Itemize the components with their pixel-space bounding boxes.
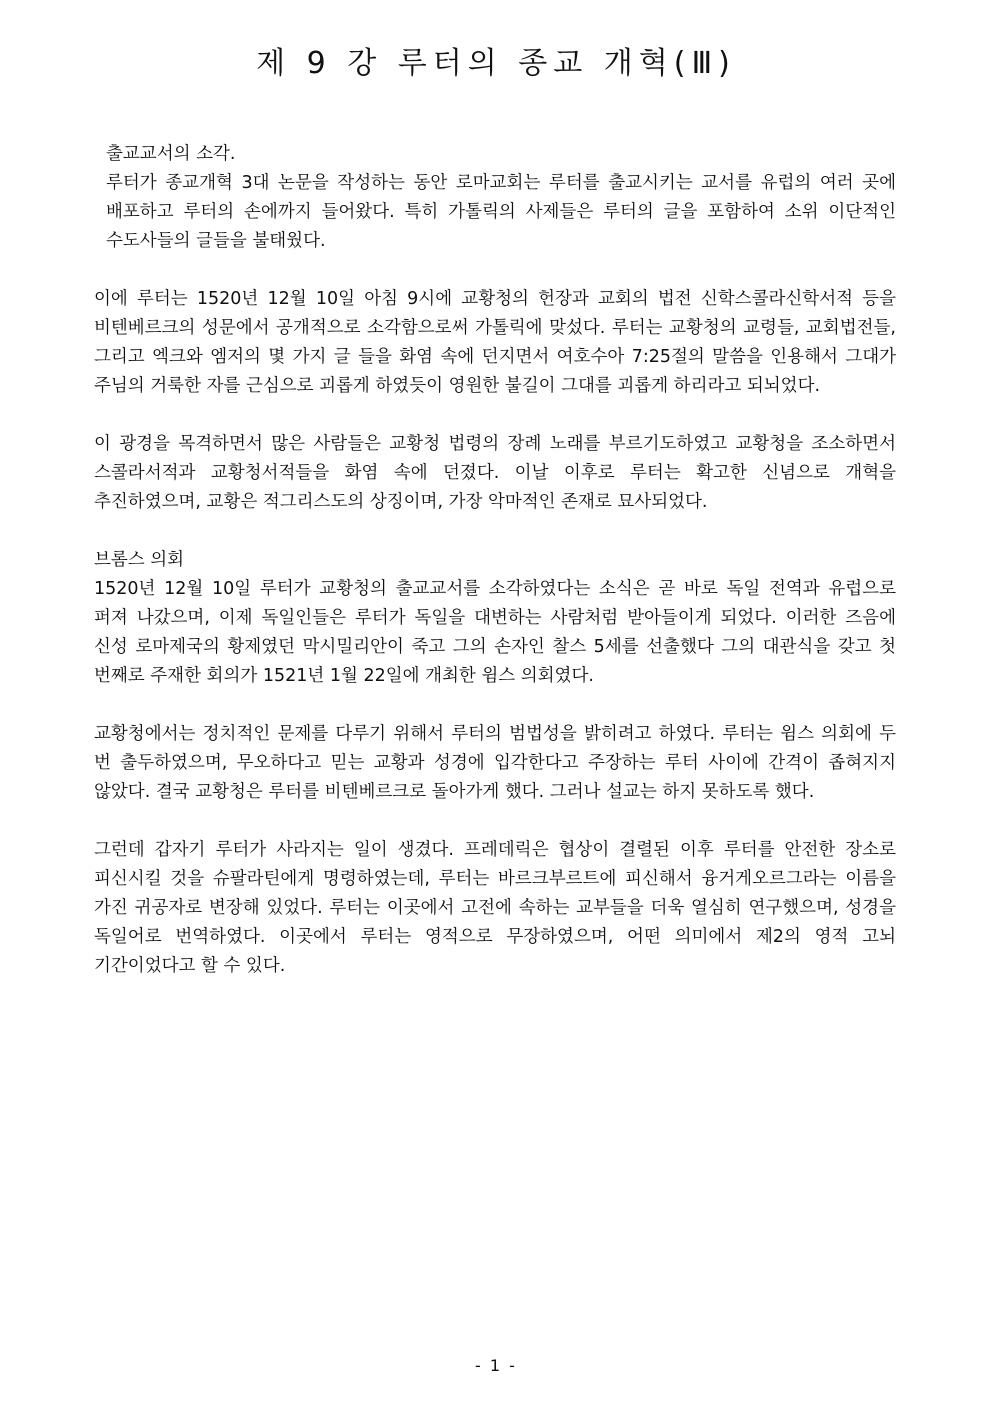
- paragraph-gap: [94, 256, 896, 285]
- paragraph: 1520년 12월 10일 루터가 교황청의 출교교서를 소각하였다는 소식은 곧 바로 독일 전역과 유럽으로 퍼져 나갔으며, 이제 독일인들은 루터가 독일을 대변하는 사람처럼 받아들이게 되었다. 이러한 즈음에 신성 로마제국의 황제였던 막시밀리안이 죽고 그의 손자인 찰스 5세를 선출했다 그의 대관식을 갖고 첫 번째로 주재한 회의가 1521년 1월 22일에 개최한 윔스 의회였다.: [94, 579, 896, 686]
- paragraph: 루터가 종교개혁 3대 논문을 작성하는 동안 로마교회는 루터를 출교시키는 교서를 유럽의 여러 곳에 배포하고 루터의 손에까지 들어왔다. 특히 가톨릭의 사제들은 루터의 글을 포함하여 소위 이단적인 수도사들의 글들을 불태웠다.: [106, 173, 896, 251]
- page-number: - 1 -: [475, 1356, 517, 1375]
- section-heading-bull-burning: 출교교서의 소각.: [106, 144, 236, 164]
- section-heading-diet-of-worms: 브롬스 의회: [94, 550, 185, 570]
- paragraph-gap: [94, 517, 896, 546]
- paragraph-gap: [94, 807, 896, 836]
- paragraph: 그런데 갑자기 루터가 사라지는 일이 생겼다. 프레데릭은 협상이 결렬된 이후 루터를 안전한 장소로 피신시킬 것을 슈팔라틴에게 명령하였는데, 루터는 바르크부르트에 피신해서 융거게오르그라는 이름을 가진 귀공자로 변장해 있었다. 루터는 이곳에서 고전에 속하는 교부들을 더욱 열심히 연구했으며, 성경을 독일어로 번역하였다. 이곳에서 루터는 영적으로 무장하였으며, 어떤 의미에서 제2의 영적 고뇌 기간이었다고 할 수 있다.: [94, 840, 896, 976]
- paragraph-gap: [94, 691, 896, 720]
- paragraph-gap: [94, 401, 896, 430]
- paragraph: 이 광경을 목격하면서 많은 사람들은 교황청 법령의 장례 노래를 부르기도하였고 교황청을 조소하면서 스콜라서적과 교황청서적들을 화염 속에 던졌다. 이날 이후로 루터는 확고한 신념으로 개혁을 추진하였으며, 교황은 적그리스도의 상징이며, 가장 악마적인 존재로 묘사되었다.: [94, 434, 896, 512]
- paragraph: 교황청에서는 정치적인 문제를 다루기 위해서 루터의 범법성을 밝히려고 하였다. 루터는 윔스 의회에 두 번 출두하였으며, 무오하다고 믿는 교황과 성경에 입각한다고 주장하는 루터 사이에 간격이 좁혀지지 않았다. 결국 교황청은 루터를 비텐베르크로 돌아가게 했다. 그러나 설교는 하지 못하도록 했다.: [94, 724, 896, 802]
- paragraph: 이에 루터는 1520년 12월 10일 아침 9시에 교황청의 헌장과 교회의 법전 신학스콜라신학서적 등을 비텐베르크의 성문에서 공개적으로 소각함으로써 가톨릭에 맞섰다. 루터는 교황청의 교령들, 교회법전들, 그리고 엑크와 엠저의 몇 가지 글 들을 화염 속에 던지면서 여호수아 7:25절의 말씀을 인용해서 그대가 주님의 거룩한 자를 근심으로 괴롭게 하였듯이 영원한 불길이 그대를 괴롭게 하리라고 되뇌었다.: [94, 289, 896, 396]
- page-title: 제 9 강 루터의 종교 개혁(Ⅲ): [256, 46, 736, 81]
- document-body: [94, 140, 896, 981]
